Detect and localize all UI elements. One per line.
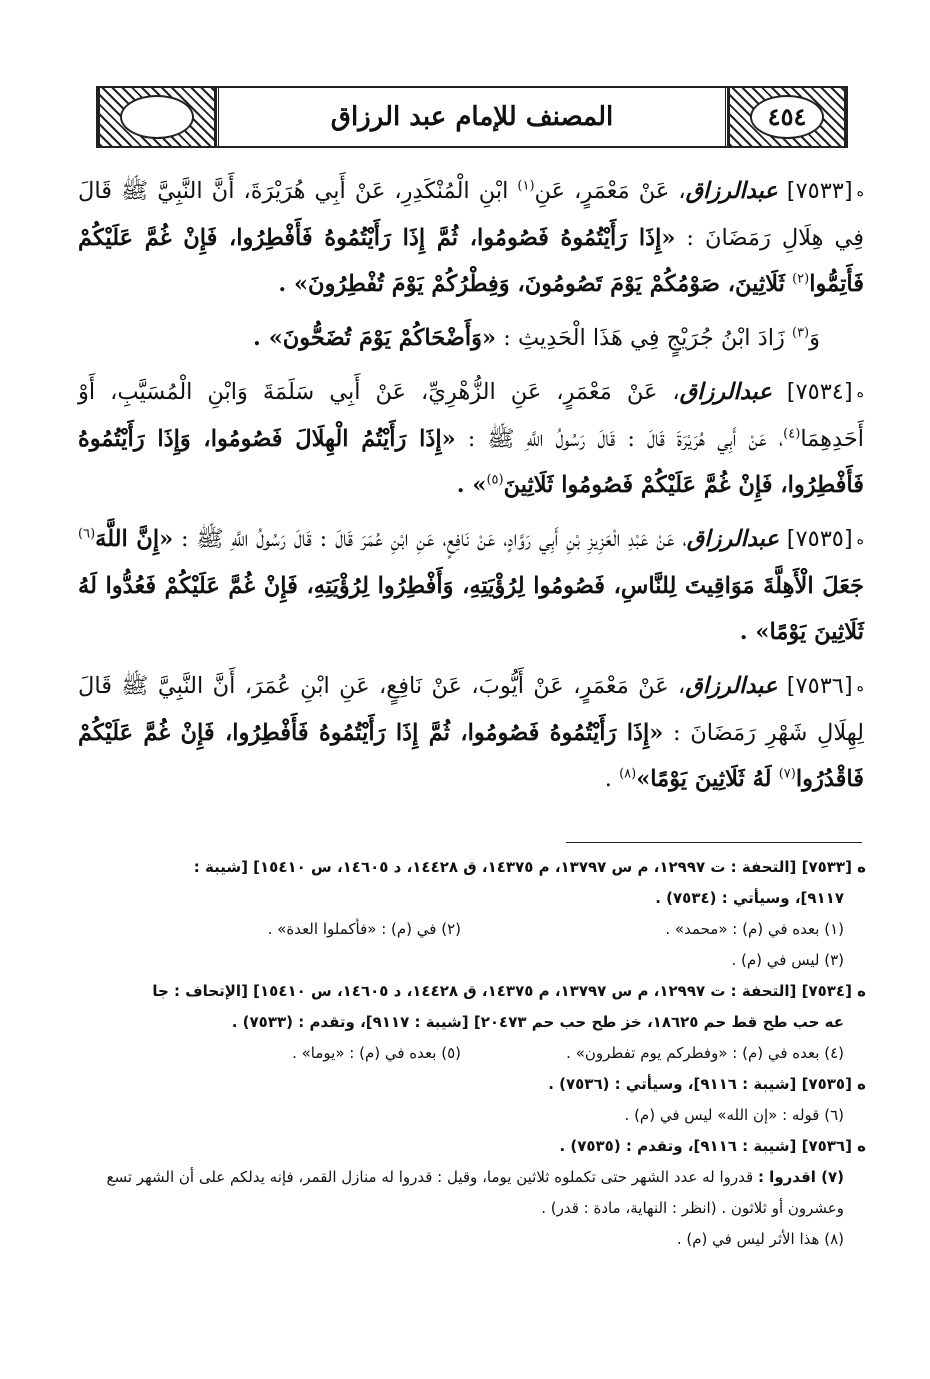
footnote-7-head: (٧) اقدروا :: [757, 1168, 844, 1186]
addendum-prefix: وَ: [809, 325, 820, 351]
footnotes: [78, 852, 866, 1255]
hadith-quote: ثَلَاثِينَ، صَوْمُكُمْ يَوْمَ تَصُومُونَ، وَفِطْرُكُمْ يَوْمَ تُفْطِرُونَ» .: [278, 271, 785, 297]
footnote-2: (٢) في (م) : «فأكملوا العدة» .: [267, 920, 461, 938]
hadith-bullet: ه: [856, 385, 864, 401]
main-text: [78, 168, 864, 810]
footnote-ref: (٧): [778, 766, 796, 782]
addendum-quote: «وَأَضْحَاكُمْ يَوْمَ تُضَحُّونَ» .: [253, 325, 497, 351]
hadith-author: عبدالرزاق: [679, 379, 772, 405]
hadith-quote: «إِذَا رَأَيْتُمُ الْهِلَالَ فَصُومُوا، وَإِذَا رَأَيْتُمُوهُ فَأَفْطِرُوا، فَإِنْ غُمَّ عَلَيْكُمْ فَصُومُوا ثَلَاثِينَ: [78, 426, 864, 498]
footnote-8: (٨) هذا الأثر ليس في (م) .: [676, 1230, 844, 1248]
hadith-number: [٧٥٣٤]: [786, 379, 853, 405]
hadith-end: .: [604, 766, 620, 792]
footnote-divider: [566, 842, 862, 843]
footnote-7-text: قدروا له عدد الشهر حتى تكملوه ثلاثين يوما، وقيل : قدروا له منازل القمر، فإنه يدلكم على أن الشهر تسع وعشرون أو ثلاثون . (انظر : النهاية، مادة : قدر) .: [106, 1168, 844, 1217]
footnote-4: (٤) بعده في (م) : «وفطركم يوم تفطرون» .: [566, 1044, 844, 1062]
hadith-chain: ، عَنْ مَعْمَرٍ، عَنِ: [534, 178, 686, 204]
hadith-author: عبدالرزاق: [686, 526, 779, 552]
footnote-ref: (٥): [486, 472, 504, 488]
hadith-chain: ابْنِ الْمُنْكَدِرِ، عَنْ أَبِي هُرَيْرَةَ، أَنَّ النَّبِيَّ ﷺ قَالَ فِي هِلَالِ رَمَضَانَ :: [78, 178, 864, 251]
footnote-6: (٦) قوله : «إن الله» ليس في (م) .: [624, 1106, 844, 1124]
footnote-3: (٣) ليس في (م) .: [731, 951, 844, 969]
footnote-7: [78, 1162, 866, 1224]
hadith-chain: ، عَنْ أَبِي هُرَيْرَةَ قَالَ : قَالَ رَسُولُ اللَّهِ ﷺ :: [467, 426, 784, 452]
hadith-number: [٧٥٣٣]: [786, 178, 853, 204]
header-ornament-left: [98, 88, 216, 146]
footnote-ref: (١): [517, 178, 535, 194]
footnote-ref: (٤): [783, 426, 801, 442]
source-note-7535: ه [٧٥٣٥] [شيبة : ٩١١٦]، وسيأتي : (٧٥٣٦) .: [548, 1075, 866, 1093]
hadith-author: عبدالرزاق: [685, 178, 778, 204]
footnote-ref: (٨): [619, 766, 637, 782]
hadith-7536: [78, 663, 864, 802]
footnote-pair: [78, 1038, 866, 1069]
hadith-number: [٧٥٣٥]: [786, 526, 853, 552]
footnote-pair: [78, 914, 866, 945]
footnote-1: (١) بعده في (م) : «محمد» .: [665, 920, 844, 938]
source-note-text: عه حب طح قط حم ١٨٦٢٥، خز طح حب حم ٢٠٤٧٣] [شيبة : ٩١١٧]، وتقدم : (٧٥٣٣) .: [231, 1013, 844, 1031]
hadith-quote: » .: [456, 472, 487, 498]
footnote-5: (٥) بعده في (م) : «يوما» .: [292, 1044, 461, 1062]
hadith-chain: ، عَنْ مَعْمَرٍ، عَنِ الزُّهْرِيِّ، عَنْ أَبِي سَلَمَةَ وَابْنِ الْمُسَيَّبِ، أَوْ أَحَدِهِمَا: [78, 379, 865, 452]
hadith-bullet: ه: [856, 532, 864, 548]
source-note-text: ٩١١٧]، وسيأتي : (٧٥٣٤) .: [655, 889, 844, 907]
footnote-ref: (٦): [78, 526, 96, 542]
source-note-7536: ه [٧٥٣٦] [شيبة : ٩١١٦]، وتقدم : (٧٥٣٥) .: [559, 1137, 866, 1155]
hadith-bullet: ه: [856, 184, 865, 200]
hadith-addendum: [78, 315, 864, 361]
footnote-ref: (٢): [792, 271, 810, 287]
source-note-text: ه [٧٥٣٤] [التحفة : ت ١٢٩٩٧، م س ١٣٧٩٧، م ١٤٣٧٥، ق ١٤٤٢٨، د ١٤٦٠٥، س ١٥٤١٠] [الإتحاف : جا: [152, 982, 866, 1000]
hadith-7533: [78, 168, 864, 307]
hadith-quote: لَهُ ثَلَاثِينَ يَوْمًا»: [636, 766, 772, 792]
hadith-author: عبدالرزاق: [685, 673, 778, 699]
page-header: [96, 86, 848, 148]
ornament-seal: [120, 95, 194, 139]
source-note-7533: [78, 852, 866, 914]
book-title: المصنف للإمام عبد الرزاق: [216, 88, 728, 146]
hadith-7534: [78, 369, 864, 508]
hadith-quote: جَعَلَ الْأَهِلَّةَ مَوَاقِيتَ لِلنَّاسِ، فَصُومُوا لِرُؤْيَتِهِ، وَأَفْطِرُوا لِرُؤْيَتِهِ، فَإِنْ غُمَّ عَلَيْكُمْ فَعُدُّوا لَهُ ثَلَاثِينَ يَوْمًا» .: [78, 573, 864, 645]
hadith-number: [٧٥٣٦]: [786, 673, 853, 699]
footnote-ref: (٣): [791, 325, 810, 341]
addendum-text: زَادَ ابْنُ جُرَيْجٍ فِي هَذَا الْحَدِيثِ :: [496, 325, 792, 351]
header-ornament-right: [728, 88, 846, 146]
hadith-quote: «إِنَّ اللَّهَ: [95, 526, 174, 552]
source-note-text: ه [٧٥٣٣] [التحفة : ت ١٢٩٩٧، م س ١٣٧٩٧، م ١٤٣٧٥، ق ١٤٤٢٨، د ١٤٦٠٥، س ١٥٤١٠] [شيبة :: [193, 858, 866, 876]
hadith-chain: ، عَنْ مَعْمَرٍ، عَنْ أَيُّوبَ، عَنْ نَافِعٍ، عَنِ ابْنِ عُمَرَ، أَنَّ النَّبِيَّ ﷺ قَالَ لِهِلَالِ شَهْرِ رَمَضَانَ :: [78, 673, 864, 746]
hadith-quote: «إِذَا رَأَيْتُمُوهُ فَصُومُوا، ثُمَّ إِذَا رَأَيْتُمُوهُ فَأَفْطِرُوا، فَإِنْ غُمَّ عَلَيْكُمْ فَأَتِمُّوا: [78, 225, 864, 297]
hadith-chain: ، عَنْ عَبْدِ الْعَزِيزِ بْنِ أَبِي رَوَّادٍ، عَنْ نَافِعٍ، عَنِ ابْنِ عُمَرَ قَالَ : قَالَ رَسُولُ اللَّهِ ﷺ :: [181, 526, 687, 552]
source-note-7534: [78, 976, 866, 1038]
hadith-7535: [78, 516, 864, 655]
page-number: ٤٥٤: [750, 95, 824, 139]
hadith-bullet: ه: [856, 679, 864, 695]
hadith-quote: «إِذَا رَأَيْتُمُوهُ فَصُومُوا، ثُمَّ إِذَا رَأَيْتُمُوهُ فَأَفْطِرُوا، فَإِنْ غُمَّ عَلَيْكُمْ فَاقْدُرُوا: [78, 720, 864, 792]
